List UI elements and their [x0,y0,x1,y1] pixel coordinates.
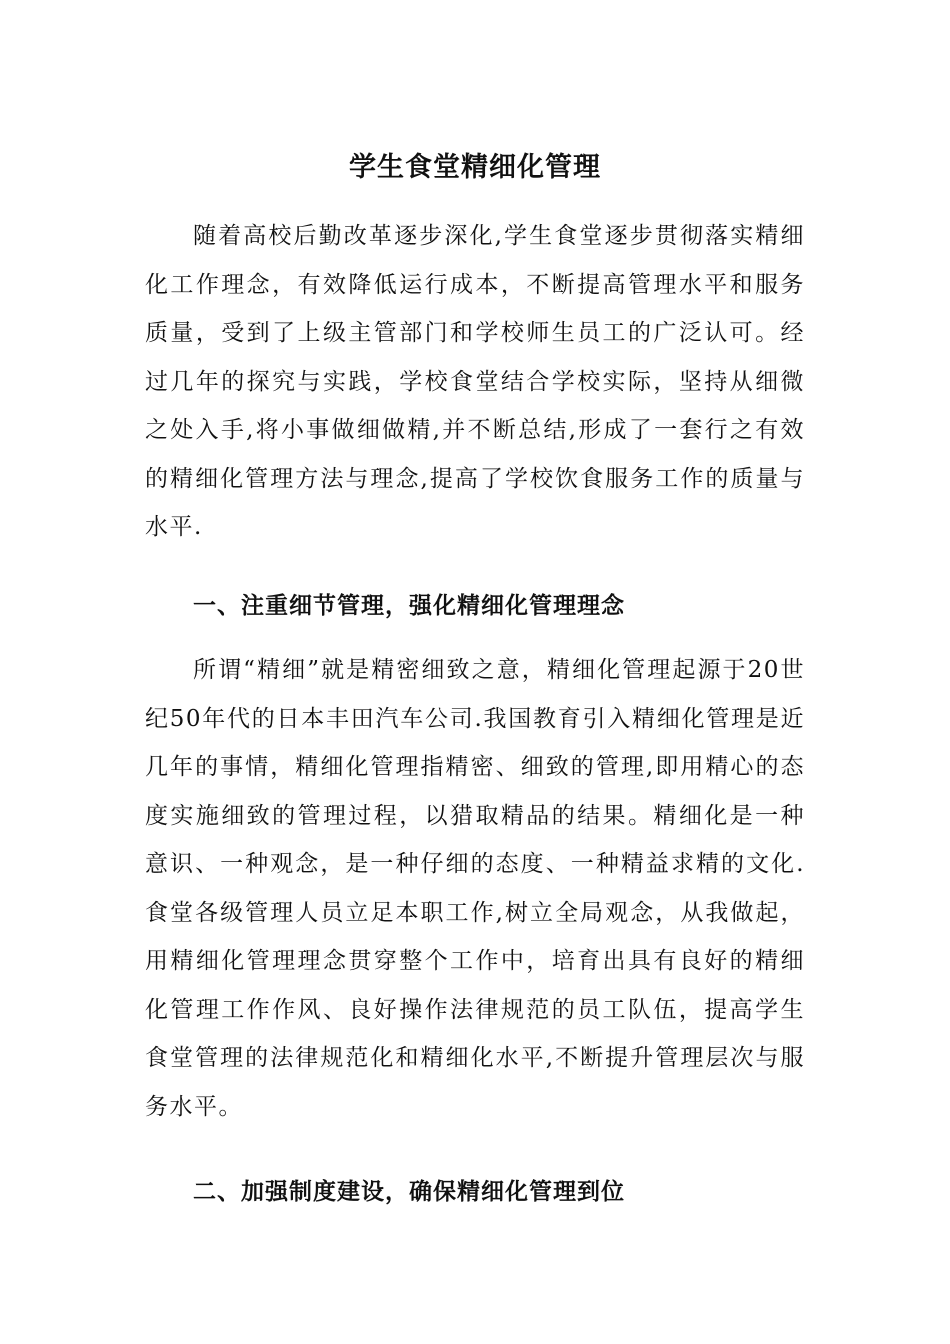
body-paragraph-section-1: 所谓“精细”就是精密细致之意，精细化管理起源于20世纪50年代的日本丰田汽车公司.我国教育引入精细化管理是近几年的事情，精细化管理指精密、细致的管理,即用精心的态度实施细致的管理过程，以猎取精品的结果。精细化是一种意识、一种观念，是一种仔细的态度、一种精益求精的文化.食堂各级管理人员立足本职工作,树立全局观念，从我做起，用精细化管理理念贯穿整个工作中，培育出具有良好的精细化管理工作作风、良好操作法律规范的员工队伍，提高学生食堂管理的法律规范化和精细化水平,不断提升管理层次与服务水平。 [145,657,805,1120]
document-title: 学生食堂精细化管理 [349,152,601,183]
body-paragraph-intro: 随着高校后勤改革逐步深化,学生食堂逐步贯彻落实精细化工作理念，有效降低运行成本，不断提高管理水平和服务质量，受到了上级主管部门和学校师生员工的广泛认可。经过几年的探究与实践，学校食堂结合学校实际，坚持从细微之处入手,将小事做细做精,并不断总结,形成了一套行之有效的精细化管理方法与理念,提高了学校饮食服务工作的质量与水平. [145,223,805,540]
section-heading-1: 一、注重细节管理，强化精细化管理理念 [193,593,625,619]
section-heading-2: 二、加强制度建设，确保精细化管理到位 [193,1179,625,1205]
